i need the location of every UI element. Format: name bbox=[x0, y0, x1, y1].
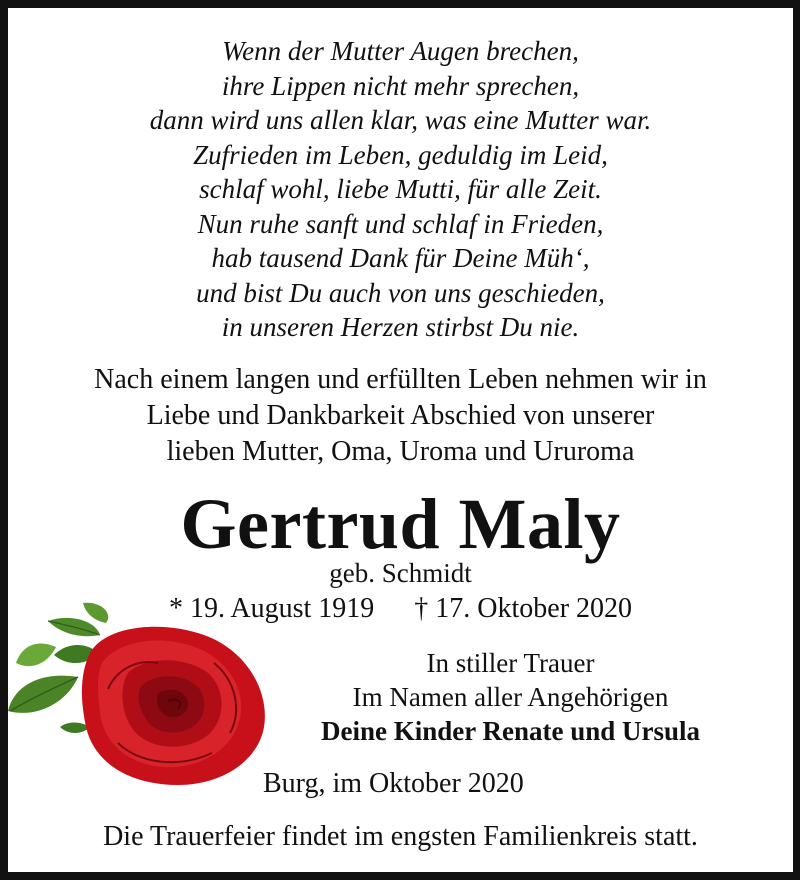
mourners-block bbox=[298, 646, 723, 748]
poem-line: schlaf wohl, liebe Mutti, für alle Zeit. bbox=[199, 174, 602, 204]
poem-line: in unseren Herzen stirbst Du nie. bbox=[221, 312, 580, 342]
on-behalf-line: Im Namen aller Angehörigen bbox=[352, 682, 669, 712]
funeral-note: Die Trauerfeier findet im engsten Familienkreis statt. bbox=[103, 821, 698, 852]
farewell-intro bbox=[8, 362, 793, 470]
poem-line: hab tausend Dank für Deine Müh‘, bbox=[211, 243, 590, 273]
poem-line: Nun ruhe sanft und schlaf in Frieden, bbox=[197, 208, 604, 239]
birth-date: * 19. August 1919 bbox=[168, 593, 375, 624]
intro-line: Nach einem langen und erfüllten Leben nehmen wir in bbox=[94, 364, 707, 395]
mourning-phrase: In stiller Trauer bbox=[426, 648, 595, 678]
rose-image bbox=[8, 593, 278, 793]
poem-line: ihre Lippen nicht mehr sprechen, bbox=[221, 70, 580, 101]
deceased-name: Gertrud Maly bbox=[180, 484, 621, 564]
poem-line: Zufrieden im Leben, geduldig im Leid, bbox=[193, 139, 608, 170]
poem-line: Wenn der Mutter Augen brechen, bbox=[222, 36, 579, 66]
intro-line: lieben Mutter, Oma, Uroma und Ururoma bbox=[166, 436, 635, 467]
maiden-name: geb. Schmidt bbox=[329, 558, 472, 588]
place-and-date: Burg, im Oktober 2020 bbox=[263, 768, 524, 799]
death-date: † 17. Oktober 2020 bbox=[414, 593, 633, 624]
intro-line: Liebe und Dankbarkeit Abschied von unserer bbox=[146, 400, 655, 431]
mourners-names: Deine Kinder Renate und Ursula bbox=[320, 716, 701, 746]
poem-line: und bist Du auch von uns geschieden, bbox=[196, 277, 605, 308]
memorial-poem bbox=[8, 34, 793, 345]
poem-line: dann wird uns allen klar, was eine Mutter war. bbox=[149, 105, 652, 135]
